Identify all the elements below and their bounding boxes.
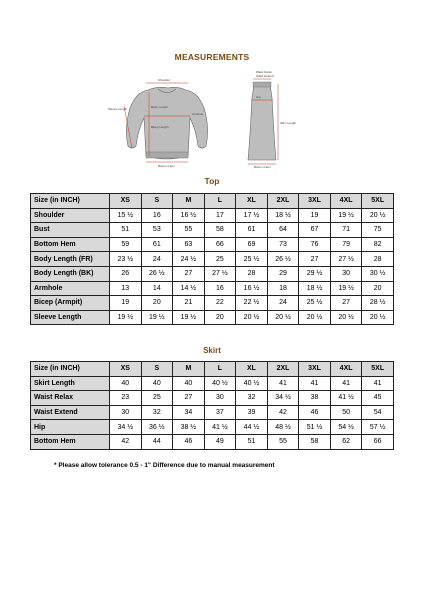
measurement-cell: 17 xyxy=(204,208,236,223)
shoulder-label: Shoulder xyxy=(158,78,171,82)
measurement-cell: 76 xyxy=(299,237,331,252)
measurement-cell: 27 xyxy=(330,296,362,311)
measurement-cell: 18 xyxy=(267,281,299,296)
measurement-cell: 20 ½ xyxy=(362,310,394,325)
size-xs-header: XS xyxy=(110,194,142,209)
measurement-cell: 41 xyxy=(362,376,394,391)
measurement-cell: 59 xyxy=(110,237,142,252)
measurement-cell: 24 xyxy=(267,296,299,311)
measurement-cell: 41 xyxy=(299,376,331,391)
measurement-cell: 19 ½ xyxy=(110,310,142,325)
table-row xyxy=(31,208,394,223)
size-xs-header: XS xyxy=(110,362,142,377)
measurement-cell: 25 ½ xyxy=(299,296,331,311)
measurement-cell: 29 xyxy=(267,266,299,281)
measurement-cell: 32 xyxy=(236,391,268,406)
row-label: Waist Relax xyxy=(31,391,110,406)
waist-extend-label: Waist Extend xyxy=(256,74,274,78)
table-header-row xyxy=(31,194,394,209)
table-row xyxy=(31,237,394,252)
measurement-cell: 38 xyxy=(299,391,331,406)
row-label: Sleeve Length xyxy=(31,310,110,325)
measurement-cell: 51 xyxy=(236,434,268,449)
measurement-cell: 55 xyxy=(267,434,299,449)
measurement-cell: 18 ½ xyxy=(267,208,299,223)
measurement-cell: 26 ½ xyxy=(141,266,173,281)
measurement-cell: 71 xyxy=(330,223,362,238)
measurement-cell: 20 ½ xyxy=(267,310,299,325)
skirt-size-table xyxy=(30,361,394,450)
measurement-cell: 18 ½ xyxy=(299,281,331,296)
size-s-header: S xyxy=(141,362,173,377)
row-label: Body Length (FR) xyxy=(31,252,110,267)
size-l-header: L xyxy=(204,362,236,377)
measurement-cell: 20 ½ xyxy=(299,310,331,325)
measurement-cell: 41 xyxy=(267,376,299,391)
measurement-cell: 22 ½ xyxy=(236,296,268,311)
table-row xyxy=(31,420,394,435)
page-title: MEASUREMENTS xyxy=(174,52,250,62)
measurement-cell: 34 ½ xyxy=(267,391,299,406)
size-5xl-header: 5XL xyxy=(362,194,394,209)
armhole-label: Armhole xyxy=(192,112,204,116)
measurement-cell: 75 xyxy=(362,223,394,238)
measurement-cell: 61 xyxy=(236,223,268,238)
measurement-cell: 27 ½ xyxy=(330,252,362,267)
bottom-hem-label: Bottom Hem xyxy=(158,164,175,168)
skirt-bottom-hem-label: Bottom Hem xyxy=(254,165,271,168)
measurement-cell: 21 xyxy=(173,296,205,311)
measurement-cell: 50 xyxy=(330,405,362,420)
skirt-table-body xyxy=(31,376,394,449)
measurement-cell: 19 xyxy=(299,208,331,223)
measurement-cell: 16 xyxy=(141,208,173,223)
size-3xl-header: 3XL xyxy=(299,194,331,209)
table-header-row xyxy=(31,362,394,377)
skirt-section-title: Skirt xyxy=(203,346,221,355)
measurement-cell: 27 xyxy=(299,252,331,267)
measurement-cell: 41 ½ xyxy=(330,391,362,406)
measurement-cell: 26 ½ xyxy=(267,252,299,267)
measurement-cell: 39 xyxy=(236,405,268,420)
measurement-cell: 20 xyxy=(141,296,173,311)
measurement-cell: 41 xyxy=(330,376,362,391)
measurement-cell: 40 xyxy=(141,376,173,391)
measurement-cell: 19 ½ xyxy=(141,310,173,325)
size-m-header: M xyxy=(173,362,205,377)
size-xl-header: XL xyxy=(236,194,268,209)
measurement-cell: 55 xyxy=(173,223,205,238)
sleeve-length-label: Sleeve Length xyxy=(108,107,128,111)
sweatshirt-drawing xyxy=(108,78,208,168)
row-label: Bicep (Armpit) xyxy=(31,296,110,311)
row-label: Bust xyxy=(31,223,110,238)
hip-label: Hip xyxy=(256,95,261,99)
measurement-cell: 40 ½ xyxy=(204,376,236,391)
measurement-cell: 66 xyxy=(362,434,394,449)
measurement-cell: 62 xyxy=(330,434,362,449)
measurement-cell: 42 xyxy=(267,405,299,420)
measurement-cell: 30 xyxy=(330,266,362,281)
size-l-header: L xyxy=(204,194,236,209)
measurement-cell: 15 ½ xyxy=(110,208,142,223)
measurement-cell: 58 xyxy=(204,223,236,238)
measurement-cell: 29 ½ xyxy=(299,266,331,281)
top-size-table xyxy=(30,193,394,325)
tolerance-note: * Please allow tolerance 0.5 - 1" Difference due to manual measurement xyxy=(54,462,275,469)
measurement-cell: 45 xyxy=(362,391,394,406)
measurement-cell: 24 ½ xyxy=(173,252,205,267)
measurement-cell: 69 xyxy=(236,237,268,252)
measurement-cell: 82 xyxy=(362,237,394,252)
measurement-cell: 28 xyxy=(236,266,268,281)
row-label: Skirt Length xyxy=(31,376,110,391)
garment-illustration xyxy=(106,68,316,168)
measurement-cell: 67 xyxy=(299,223,331,238)
size-2xl-header: 2XL xyxy=(267,194,299,209)
measurement-cell: 37 xyxy=(204,405,236,420)
measurement-cell: 44 ½ xyxy=(236,420,268,435)
measurement-cell: 73 xyxy=(267,237,299,252)
size-5xl-header: 5XL xyxy=(362,362,394,377)
measurement-cell: 28 ½ xyxy=(362,296,394,311)
measurement-cell: 20 ½ xyxy=(362,208,394,223)
skirt-length-label: Skirt Length xyxy=(280,121,297,125)
measurement-cell: 22 xyxy=(204,296,236,311)
table-row xyxy=(31,405,394,420)
table-row xyxy=(31,296,394,311)
measurement-cell: 19 xyxy=(110,296,142,311)
measurement-cell: 20 xyxy=(362,281,394,296)
measurement-cell: 27 ½ xyxy=(204,266,236,281)
measurement-cell: 34 xyxy=(173,405,205,420)
measurement-cell: 61 xyxy=(141,237,173,252)
bicep-label: Bicep Length xyxy=(151,125,169,129)
measurement-cell: 20 ½ xyxy=(330,310,362,325)
measurement-cell: 13 xyxy=(110,281,142,296)
measurement-cell: 64 xyxy=(267,223,299,238)
table-row xyxy=(31,434,394,449)
measurement-cell: 30 ½ xyxy=(362,266,394,281)
measurement-cell: 46 xyxy=(173,434,205,449)
measurement-cell: 57 ½ xyxy=(362,420,394,435)
measurement-cell: 46 xyxy=(299,405,331,420)
measurement-cell: 20 xyxy=(204,310,236,325)
measurement-cell: 41 ½ xyxy=(204,420,236,435)
table-row xyxy=(31,252,394,267)
table-row xyxy=(31,266,394,281)
measurement-cell: 14 xyxy=(141,281,173,296)
table-row xyxy=(31,223,394,238)
measurement-cell: 36 ½ xyxy=(141,420,173,435)
row-label: Bottom Hem xyxy=(31,434,110,449)
row-label: Body Length (BK) xyxy=(31,266,110,281)
body-length-label: Body Length xyxy=(151,105,168,109)
size-3xl-header: 3XL xyxy=(299,362,331,377)
measurement-cell: 49 xyxy=(204,434,236,449)
measurement-cell: 24 xyxy=(141,252,173,267)
waist-relax-label: Waist Relax xyxy=(256,70,272,74)
size-header: Size (in INCH) xyxy=(31,362,110,377)
measurement-cell: 58 xyxy=(299,434,331,449)
measurement-cell: 27 xyxy=(173,266,205,281)
measurement-cell: 79 xyxy=(330,237,362,252)
top-section-title: Top xyxy=(204,176,220,186)
table-row xyxy=(31,310,394,325)
measurement-cell: 14 ½ xyxy=(173,281,205,296)
size-4xl-header: 4XL xyxy=(330,194,362,209)
measurement-cell: 16 xyxy=(204,281,236,296)
measurement-cell: 51 ½ xyxy=(299,420,331,435)
size-4xl-header: 4XL xyxy=(330,362,362,377)
row-label: Shoulder xyxy=(31,208,110,223)
measurement-cell: 30 xyxy=(110,405,142,420)
measurement-cell: 40 ½ xyxy=(236,376,268,391)
table-row xyxy=(31,281,394,296)
row-label: Waist Extend xyxy=(31,405,110,420)
measurement-cell: 32 xyxy=(141,405,173,420)
size-xl-header: XL xyxy=(236,362,268,377)
measurement-cell: 26 xyxy=(110,266,142,281)
skirt-drawing xyxy=(248,70,296,168)
measurement-cell: 25 xyxy=(141,391,173,406)
measurement-cell: 63 xyxy=(173,237,205,252)
measurement-cell: 44 xyxy=(141,434,173,449)
measurement-cell: 48 ½ xyxy=(267,420,299,435)
measurement-cell: 20 ½ xyxy=(236,310,268,325)
measurement-cell: 27 xyxy=(173,391,205,406)
measurement-cell: 51 xyxy=(110,223,142,238)
measurement-cell: 40 xyxy=(173,376,205,391)
measurement-cell: 16 ½ xyxy=(236,281,268,296)
measurement-cell: 42 xyxy=(110,434,142,449)
measurement-cell: 34 ½ xyxy=(110,420,142,435)
size-m-header: M xyxy=(173,194,205,209)
row-label: Armhole xyxy=(31,281,110,296)
size-header: Size (in INCH) xyxy=(31,194,110,209)
measurement-cell: 40 xyxy=(110,376,142,391)
measurement-cell: 23 xyxy=(110,391,142,406)
table-row xyxy=(31,376,394,391)
measurement-cell: 19 ½ xyxy=(330,281,362,296)
measurement-cell: 30 xyxy=(204,391,236,406)
measurement-cell: 66 xyxy=(204,237,236,252)
row-label: Hip xyxy=(31,420,110,435)
measurement-cell: 25 xyxy=(204,252,236,267)
measurement-cell: 19 ½ xyxy=(173,310,205,325)
measurement-cell: 25 ½ xyxy=(236,252,268,267)
measurement-cell: 54 xyxy=(362,405,394,420)
measurement-cell: 23 ½ xyxy=(110,252,142,267)
measurement-cell: 19 ½ xyxy=(330,208,362,223)
table-row xyxy=(31,391,394,406)
top-table-body xyxy=(31,208,394,325)
measurement-cell: 17 ½ xyxy=(236,208,268,223)
measurement-cell: 28 xyxy=(362,252,394,267)
size-s-header: S xyxy=(141,194,173,209)
row-label: Bottom Hem xyxy=(31,237,110,252)
measurement-cell: 53 xyxy=(141,223,173,238)
measurement-cell: 38 ½ xyxy=(173,420,205,435)
measurement-cell: 54 ½ xyxy=(330,420,362,435)
size-2xl-header: 2XL xyxy=(267,362,299,377)
measurement-cell: 16 ½ xyxy=(173,208,205,223)
